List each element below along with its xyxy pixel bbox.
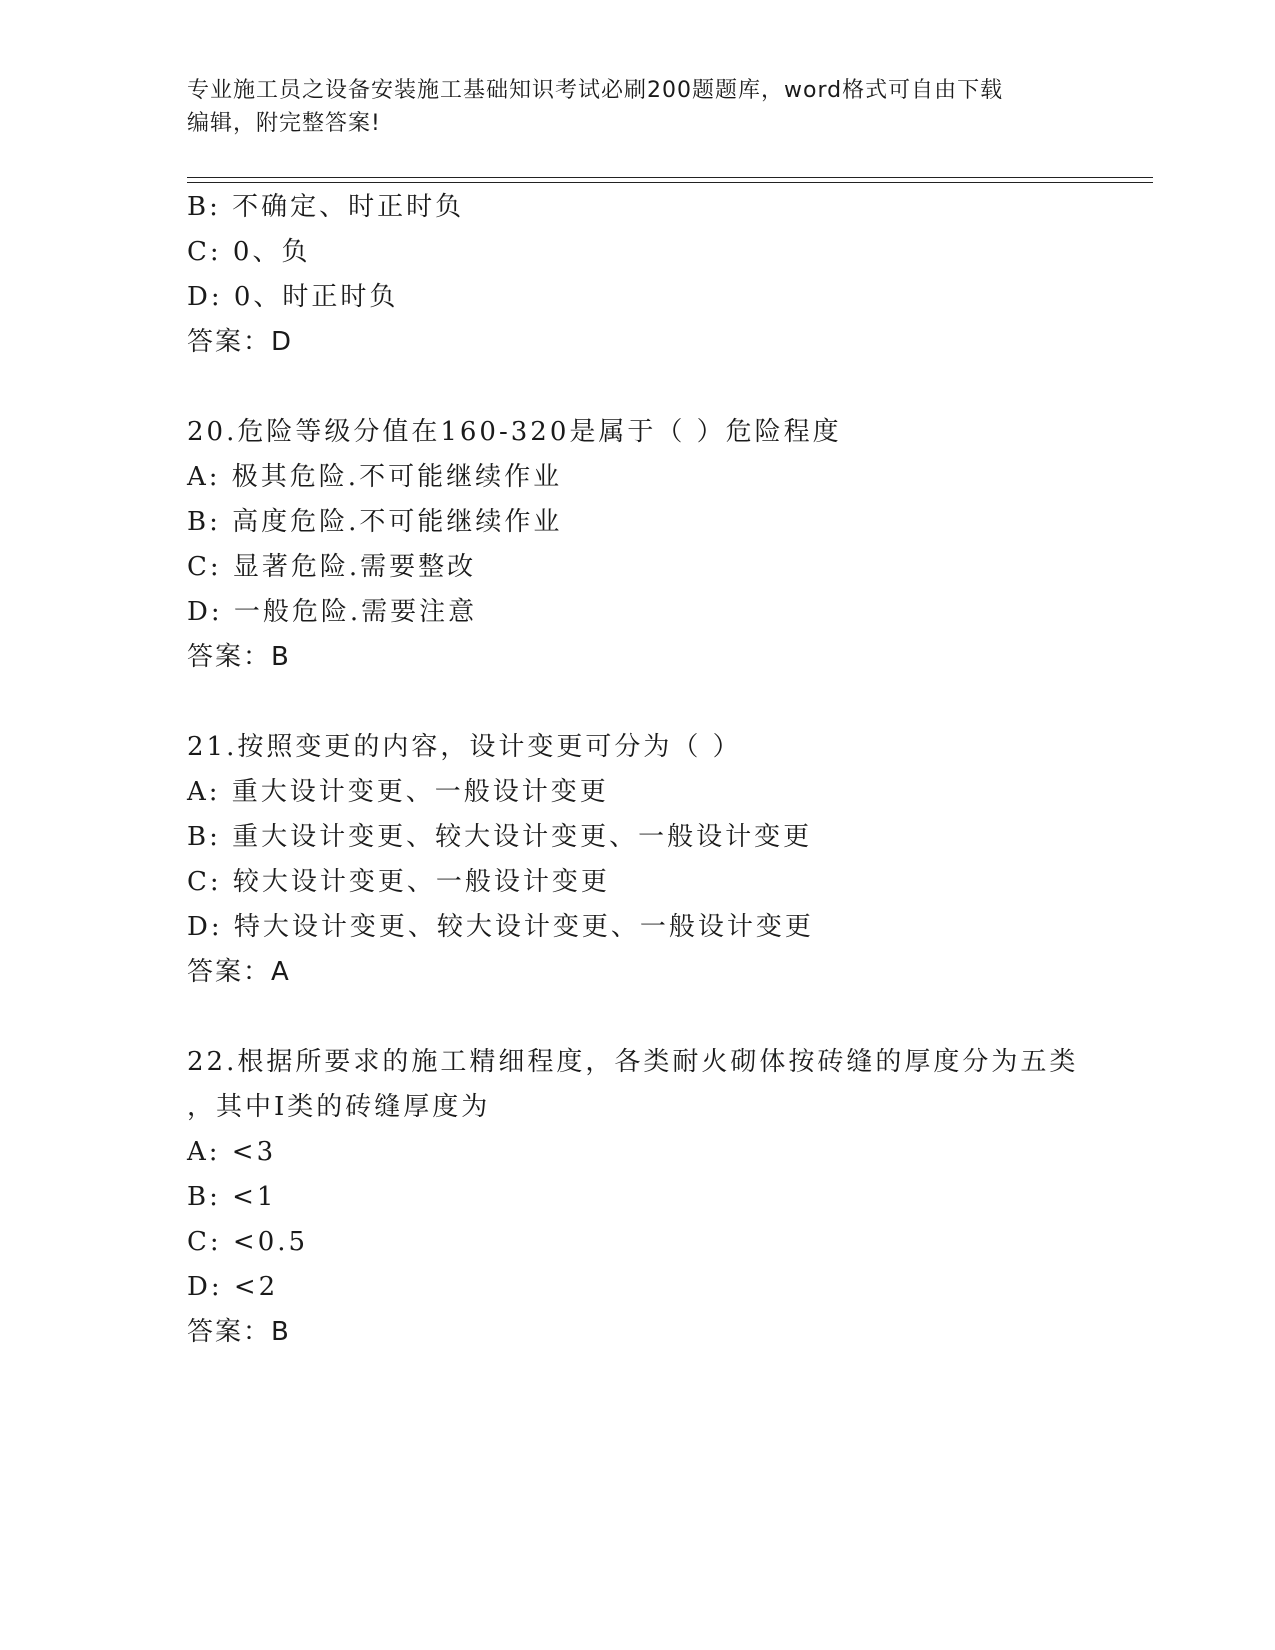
q19-option-d: D: 0、时正时负 (187, 282, 399, 312)
header-title-line-1: 专业施工员之设备安装施工基础知识考试必刷200题题库，word格式可自由下载 (187, 78, 1004, 103)
q22-option-c: C: <0.5 (187, 1227, 309, 1257)
header-divider-bottom (187, 182, 1153, 183)
q21-stem: 21.按照变更的内容，设计变更可分为（ ） (187, 732, 742, 762)
document-header (187, 74, 1087, 140)
q19-option-c: C: 0、负 (187, 237, 311, 267)
q21-option-d: D: 特大设计变更、较大设计变更、一般设计变更 (187, 912, 814, 942)
q20-option-c: C: 显著危险.需要整改 (187, 552, 477, 582)
q22-option-d: D: <2 (187, 1272, 279, 1302)
q22-option-b: B: <1 (187, 1182, 277, 1212)
header-divider-top (187, 177, 1153, 178)
q21-option-b: B: 重大设计变更、较大设计变更、一般设计变更 (187, 822, 813, 852)
q22-option-a: A: <3 (187, 1137, 277, 1167)
q19-option-b: B: 不确定、时正时负 (187, 192, 465, 222)
header-title-line-2: 编辑，附完整答案! (187, 111, 381, 136)
q20-stem: 20.危险等级分值在160-320是属于（ ）危险程度 (187, 417, 842, 447)
q21-option-c: C: 较大设计变更、一般设计变更 (187, 867, 610, 897)
q22-stem-line-2: ，其中I类的砖缝厚度为 (187, 1092, 491, 1122)
q20-answer: 答案：B (187, 642, 291, 672)
q22-stem-line-1: 22.根据所要求的施工精细程度，各类耐火砌体按砖缝的厚度分为五类 (187, 1047, 1079, 1077)
q20-option-b: B: 高度危险.不可能继续作业 (187, 507, 563, 537)
q22-answer: 答案：B (187, 1317, 291, 1347)
q20-option-d: D: 一般危险.需要注意 (187, 597, 478, 627)
q20-option-a: A: 极其危险.不可能继续作业 (187, 462, 563, 492)
q21-option-a: A: 重大设计变更、一般设计变更 (187, 777, 609, 807)
q19-answer: 答案：D (187, 327, 294, 357)
q21-answer: 答案：A (187, 957, 291, 987)
